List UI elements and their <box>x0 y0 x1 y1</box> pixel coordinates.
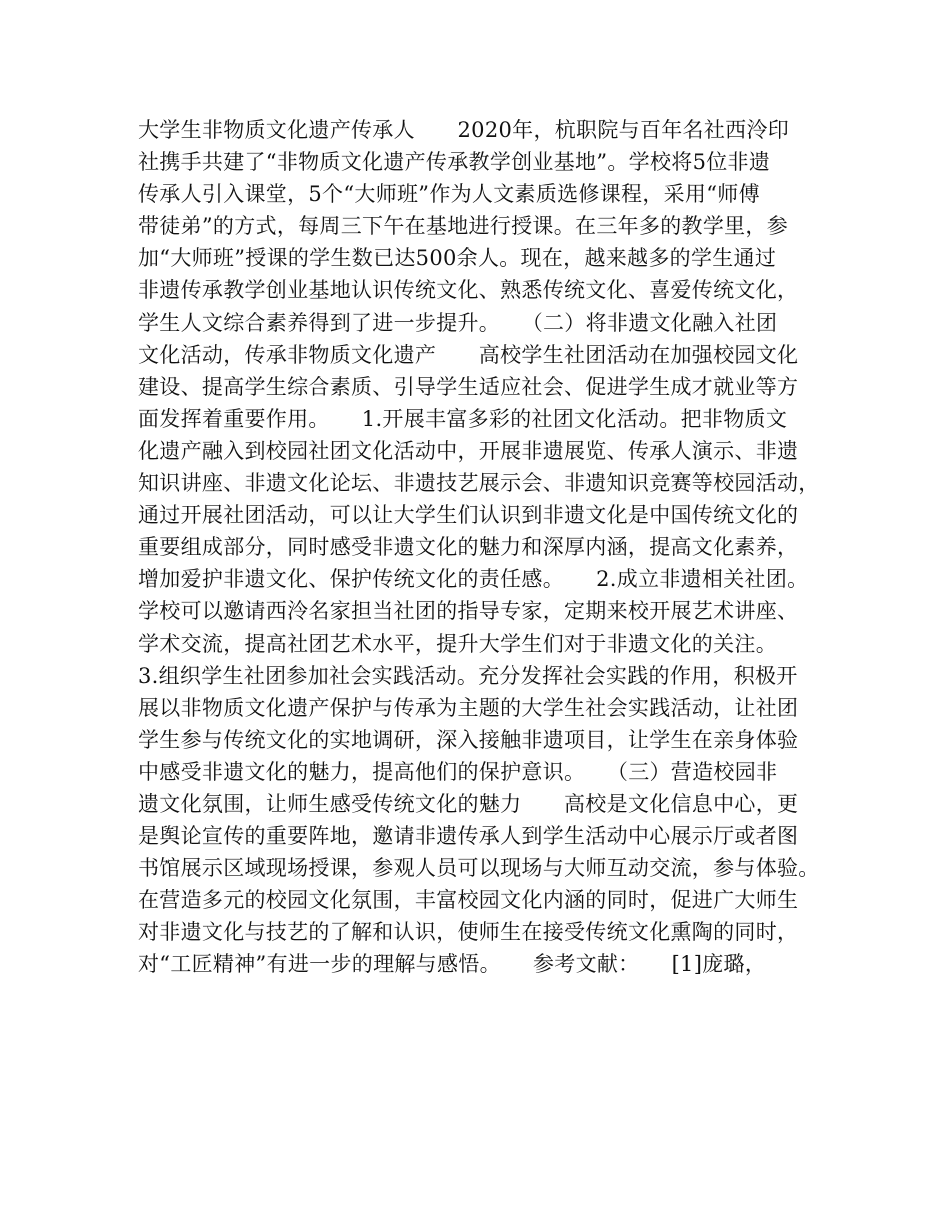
text-line: 传承人引入课堂，5个“大师班”作为人文素质选修课程，采用“师傅 <box>138 182 760 207</box>
text-line: 对“工匠精神”有进一步的理解与感悟。 参考文献： [1]庞璐， <box>138 952 767 977</box>
text-line: 在营造多元的校园文化氛围，丰富校园文化内涵的同时，促进广大师生 <box>138 888 799 913</box>
text-line: 增加爱护非遗文化、保护传统文化的责任感。 2.成立非遗相关社团。 <box>138 567 809 592</box>
text-line: 面发挥着重要作用。 1.开展丰富多彩的社团文化活动。把非物质文 <box>138 406 788 431</box>
text-line: 对非遗文化与技艺的了解和认识，使师生在接受传统文化熏陶的同时， <box>138 920 799 945</box>
text-line: 3.组织学生社团参加社会实践活动。充分发挥社会实践的作用，积极开 <box>138 663 798 688</box>
text-line: 学生人文综合素养得到了进一步提升。 （二）将非遗文化融入社团 <box>138 310 778 335</box>
text-line: 通过开展社团活动，可以让大学生们认识到非遗文化是中国传统文化的 <box>138 503 799 528</box>
text-line: 带徒弟”的方式，每周三下午在基地进行授课。在三年多的教学里，参 <box>138 214 789 239</box>
text-line: 书馆展示区域现场授课，参观人员可以现场与大师互动交流，参与体验。 <box>138 856 820 881</box>
text-line: 学校可以邀请西泠名家担当社团的指导专家，定期来校开展艺术讲座、 <box>138 599 799 624</box>
text-line: 建设、提高学生综合素质、引导学生适应社会、促进学生成才就业等方 <box>138 374 799 399</box>
text-line: 知识讲座、非遗文化论坛、非遗技艺展示会、非遗知识竞赛等校园活动， <box>138 471 820 496</box>
text-line: 重要组成部分，同时感受非遗文化的魅力和深厚内涵，提高文化素养， <box>138 535 799 560</box>
text-line: 非遗传承教学创业基地认识传统文化、熟悉传统文化、喜爱传统文化， <box>138 278 799 303</box>
text-line: 是舆论宣传的重要阵地，邀请非遗传承人到学生活动中心展示厅或者图 <box>138 824 799 849</box>
text-line: 学术交流，提高社团艺术水平，提升大学生们对于非遗文化的关注。 <box>138 631 777 656</box>
text-line: 加“大师班”授课的学生数已达500余人。现在，越来越多的学生通过 <box>138 246 777 271</box>
text-line: 展以非物质文化遗产保护与传承为主题的大学生社会实践活动，让社团 <box>138 695 799 720</box>
text-line: 社携手共建了“非物质文化遗产传承教学创业基地”。学校将5位非遗 <box>138 150 771 175</box>
text-line: 遗文化氛围，让师生感受传统文化的魅力 高校是文化信息中心，更 <box>138 791 799 816</box>
text-line: 大学生非物质文化遗产传承人 2020年，杭职院与百年名社西泠印 <box>138 118 790 142</box>
body-text <box>138 114 838 981</box>
text-line: 中感受非遗文化的魅力，提高他们的保护意识。 （三）营造校园非 <box>138 759 778 784</box>
text-line: 学生参与传统文化的实地调研，深入接触非遗项目，让学生在亲身体验 <box>138 727 799 752</box>
text-line: 文化活动，传承非物质文化遗产 高校学生社团活动在加强校园文化 <box>138 342 799 367</box>
text-line: 化遗产融入到校园社团文化活动中，开展非遗展览、传承人演示、非遗 <box>138 438 799 463</box>
